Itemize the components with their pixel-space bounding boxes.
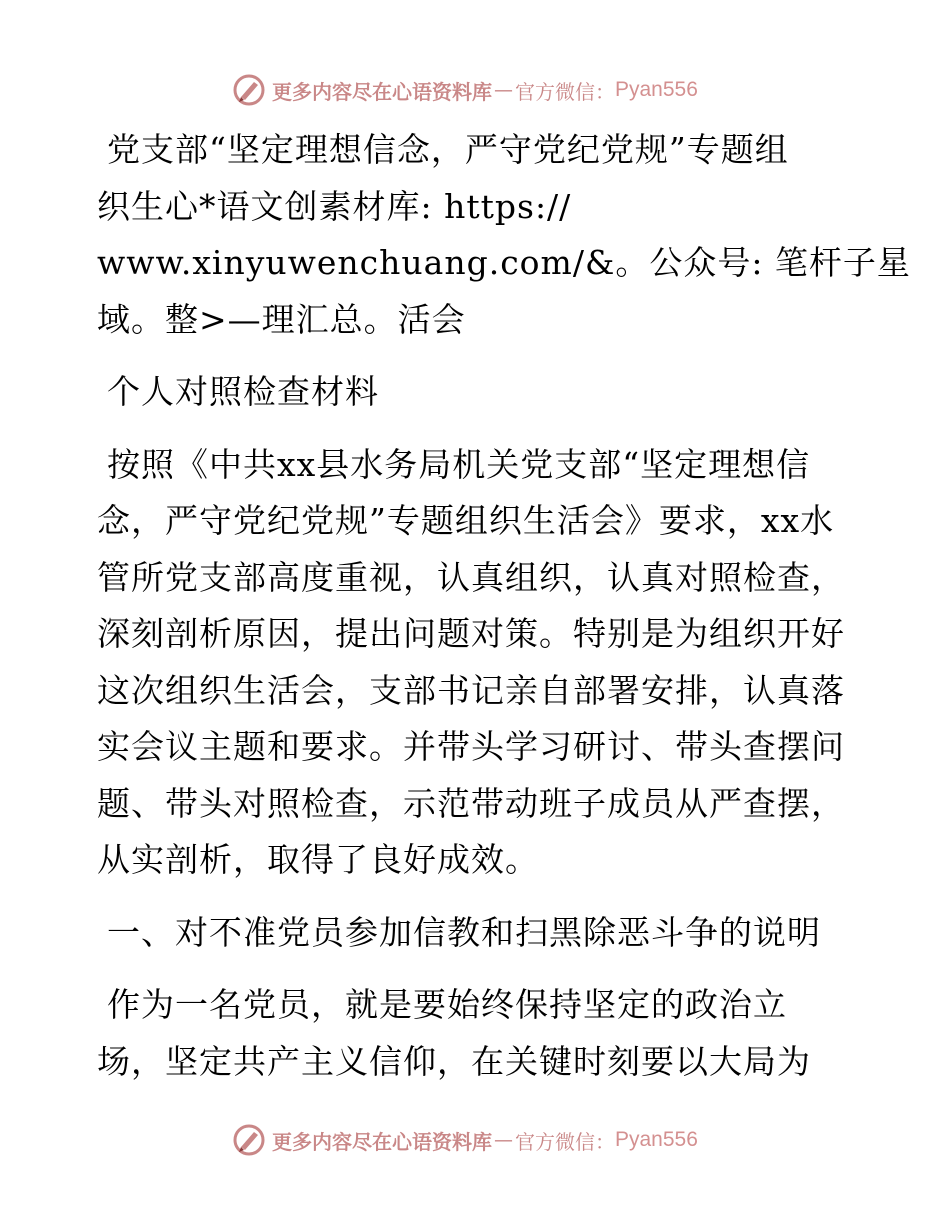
paragraph-line: 这次组织生活会，支部书记亲自部署安排，认真落	[97, 670, 845, 710]
document-subtitle: 个人对照检查材料	[107, 372, 379, 411]
footer-watermark-label: 官方微信：	[515, 1129, 615, 1154]
header-watermark-id: Pyan556	[615, 78, 698, 101]
paragraph-line: 念，严守党纪党规”专题组织生活会》要求，xx水	[97, 501, 835, 540]
paragraph-line: 管所党支部高度重视，认真组织，认真对照检查，	[97, 557, 845, 597]
title-line: www.xinyuwenchuang.com/&。公众号: 笔杆子星	[97, 243, 911, 282]
document-title	[97, 122, 867, 179]
section-paragraph	[97, 977, 867, 1090]
footer-watermark-separator: —	[494, 1129, 513, 1151]
header-watermark-label: 官方微信：	[515, 79, 615, 104]
footer-watermark-id: Pyan556	[615, 1128, 698, 1151]
paragraph-line: 深刻剖析原因，提出问题对策。特别是为组织开好	[97, 614, 845, 653]
document-title-continued	[97, 179, 911, 349]
header-watermark	[232, 70, 698, 110]
title-line: 织生心*语文创素材库: https://	[97, 186, 572, 226]
footer-watermark	[232, 1120, 698, 1160]
document-body	[97, 122, 911, 1090]
pen-logo-icon	[232, 1123, 266, 1157]
intro-paragraph	[97, 437, 867, 889]
title-line: 党支部“坚定理想信念，严守党纪党规”专题组	[107, 130, 789, 169]
paragraph-line: 场，坚定共产主义信仰，在关键时刻要以大局为	[97, 1041, 811, 1081]
header-watermark-separator: —	[494, 79, 513, 101]
paragraph-line: 实会议主题和要求。并带头学习研讨、带头查摆问	[97, 727, 845, 766]
paragraph-line: 从实剖析，取得了良好成效。	[97, 840, 539, 879]
footer-watermark-text: 更多内容尽在心语资料库	[272, 1129, 492, 1154]
paragraph-line: 按照《中共xx县水务局机关党支部“坚定理想信	[107, 444, 811, 484]
pen-logo-icon	[232, 73, 266, 107]
header-watermark-text: 更多内容尽在心语资料库	[272, 79, 492, 104]
section-heading: 一、对不准党员参加信教和扫黑除恶斗争的说明	[107, 912, 821, 952]
title-line: 域。整>—理汇总。活会	[97, 299, 466, 339]
paragraph-line: 作为一名党员，就是要始终保持坚定的政治立	[107, 985, 787, 1024]
paragraph-line: 题、带头对照检查，示范带动班子成员从严查摆，	[97, 783, 845, 823]
